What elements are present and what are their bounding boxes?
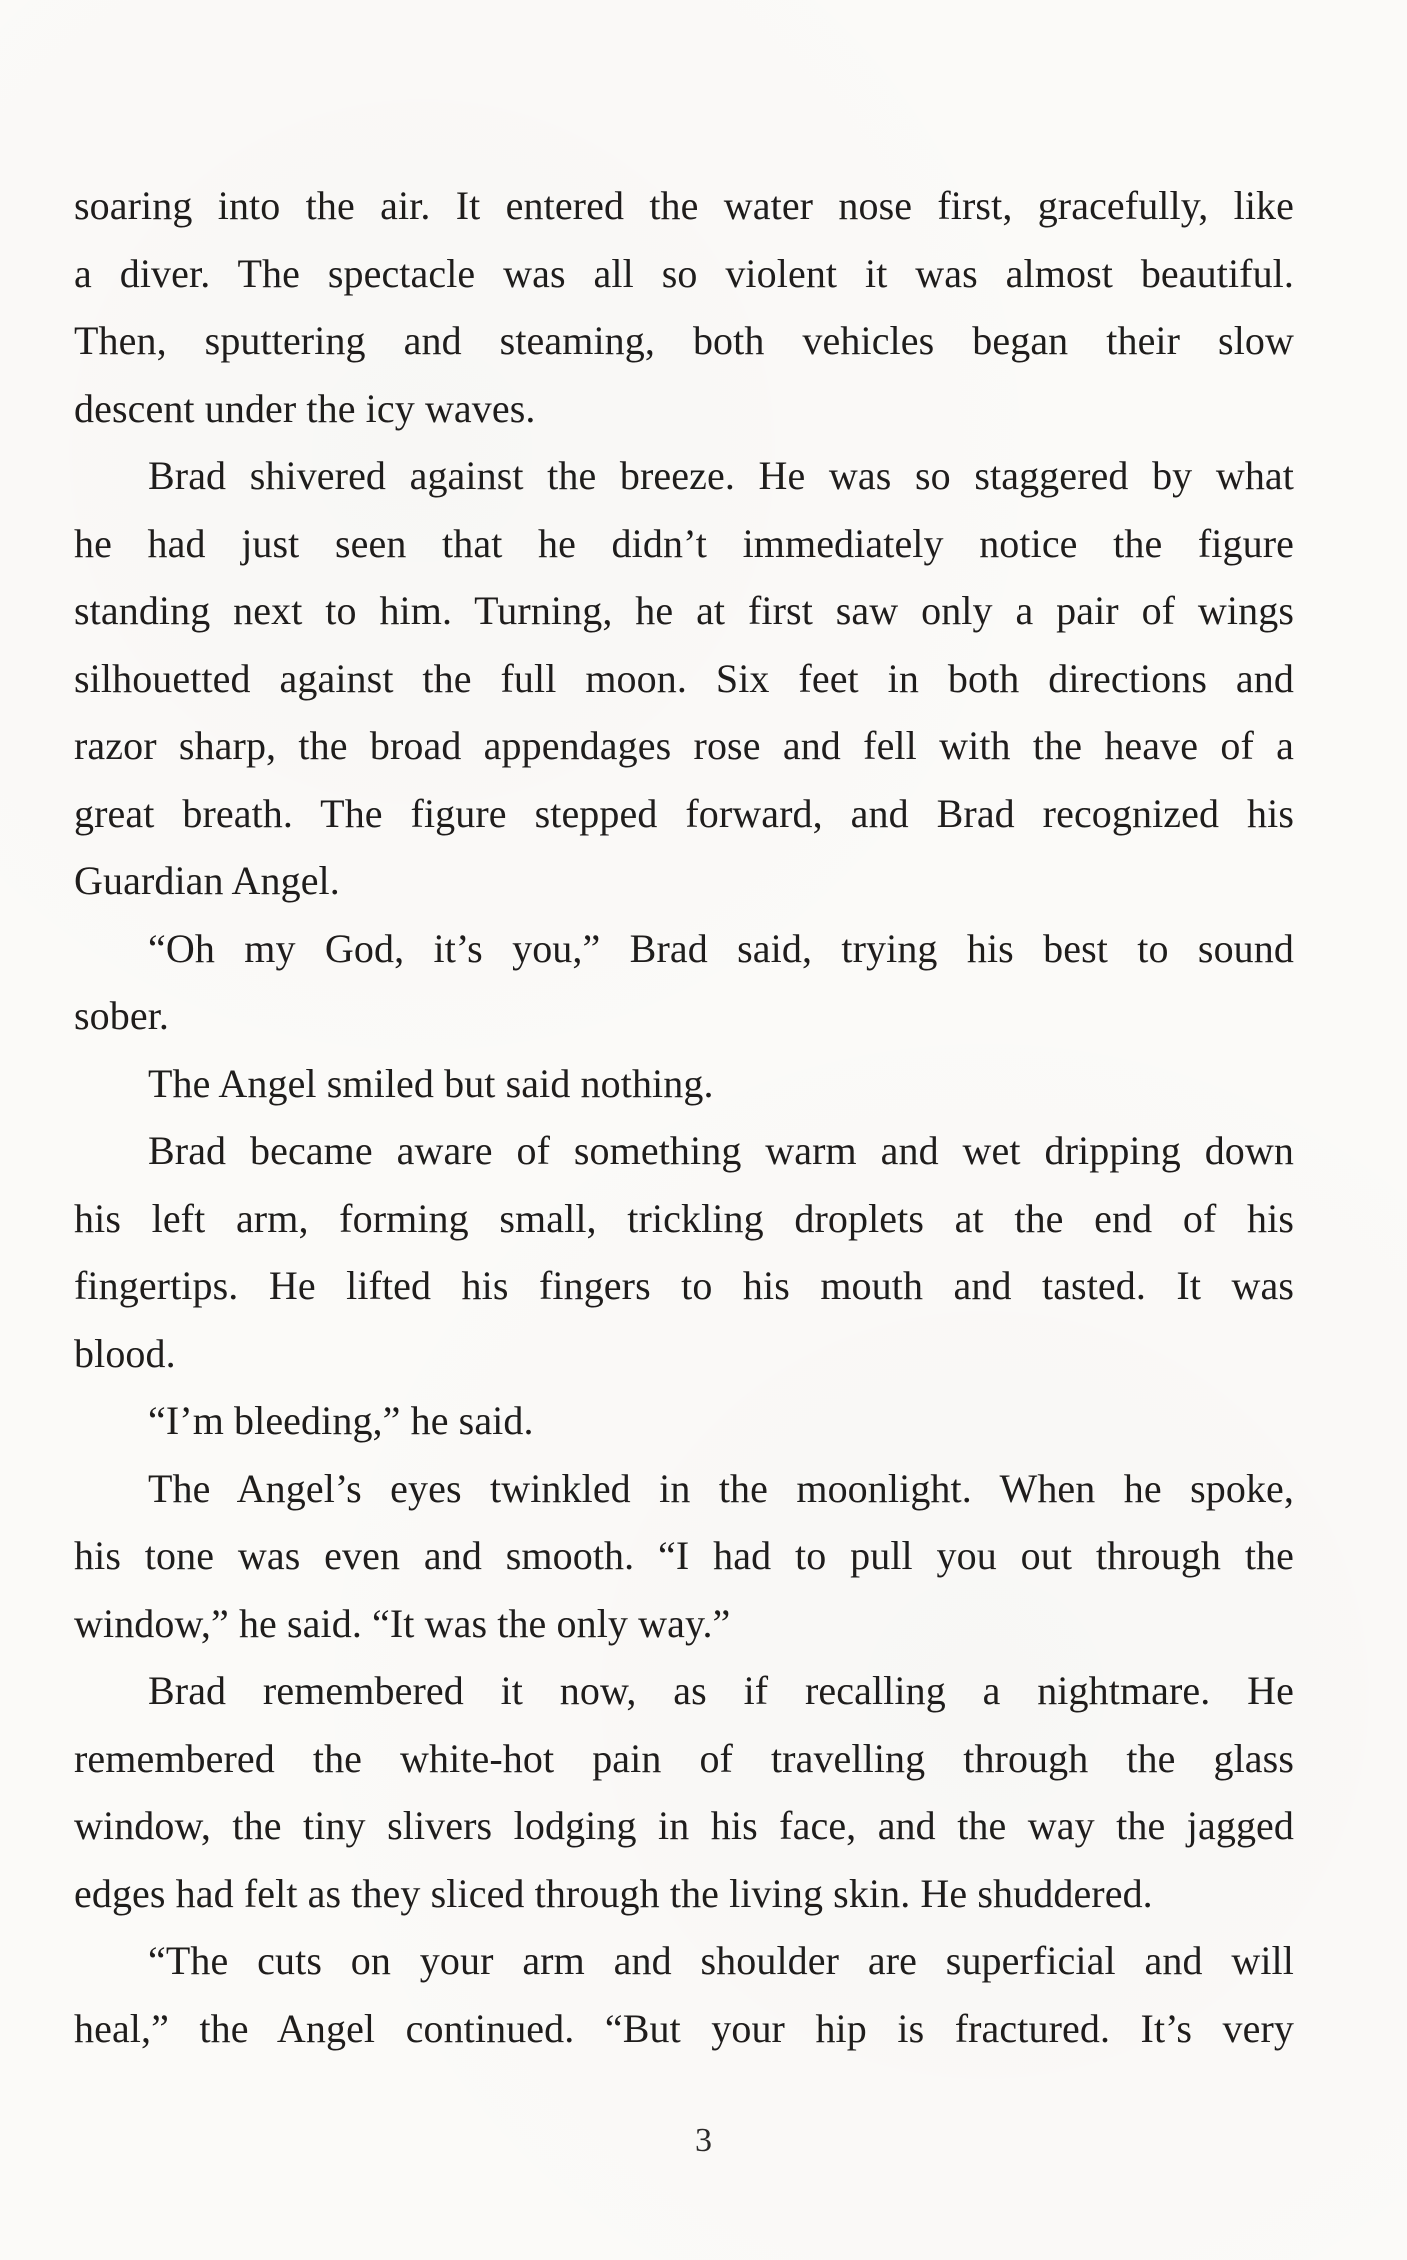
text-line: razor sharp, the broad appendages rose and fell with the heave of a xyxy=(74,723,1294,768)
text-line: Brad became aware of something warm and wet dripping down xyxy=(148,1128,1294,1173)
text-line: great breath. The figure stepped forward, and Brad recognized his xyxy=(74,790,1294,836)
text-line: his left arm, forming small, trickling droplets at the end of his xyxy=(74,1195,1294,1241)
text-line: Brad shivered against the breeze. He was so staggered by what xyxy=(148,453,1294,498)
text-line: Then, sputtering and steaming, both vehicles began their slow xyxy=(74,318,1294,363)
page-number: 3 xyxy=(695,2122,712,2159)
text-line: Brad remembered it now, as if recalling a nightmare. He xyxy=(148,1668,1294,1713)
text-line: soaring into the air. It entered the water nose first, gracefully, like xyxy=(74,183,1294,228)
text-line: blood. xyxy=(74,1330,176,1376)
text-line: window,” he said. “It was the only way.” xyxy=(74,1600,731,1646)
text-line: “I’m bleeding,” he said. xyxy=(148,1398,534,1443)
text-line: The Angel’s eyes twinkled in the moonlight. When he spoke, xyxy=(148,1465,1294,1511)
text-line: “Oh my God, it’s you,” Brad said, trying his best to sound xyxy=(148,925,1294,971)
body-text xyxy=(74,172,1294,2062)
text-line: “The cuts on your arm and shoulder are superficial and will xyxy=(148,1938,1294,1983)
text-line: The Angel smiled but said nothing. xyxy=(148,1060,714,1106)
text-line: a diver. The spectacle was all so violent it was almost beautiful. xyxy=(74,250,1294,296)
text-line: window, the tiny slivers lodging in his face, and the way the jagged xyxy=(74,1803,1294,1848)
text-line: Guardian Angel. xyxy=(74,858,340,903)
text-line: standing next to him. Turning, he at first saw only a pair of wings xyxy=(74,588,1294,633)
text-line: he had just seen that he didn’t immediately notice the figure xyxy=(74,520,1294,566)
text-line: remembered the white-hot pain of travelling through the glass xyxy=(74,1735,1294,1781)
text-line: fingertips. He lifted his fingers to his mouth and tasted. It was xyxy=(74,1263,1294,1308)
text-line: his tone was even and smooth. “I had to pull you out through the xyxy=(74,1533,1294,1578)
text-line: silhouetted against the full moon. Six feet in both directions and xyxy=(74,655,1294,701)
text-line: heal,” the Angel continued. “But your hip is fractured. It’s very xyxy=(74,2005,1294,2051)
text-line: descent under the icy waves. xyxy=(74,385,536,431)
text-line: edges had felt as they sliced through the living skin. He shuddered. xyxy=(74,1870,1153,1916)
text-line: sober. xyxy=(74,993,170,1038)
